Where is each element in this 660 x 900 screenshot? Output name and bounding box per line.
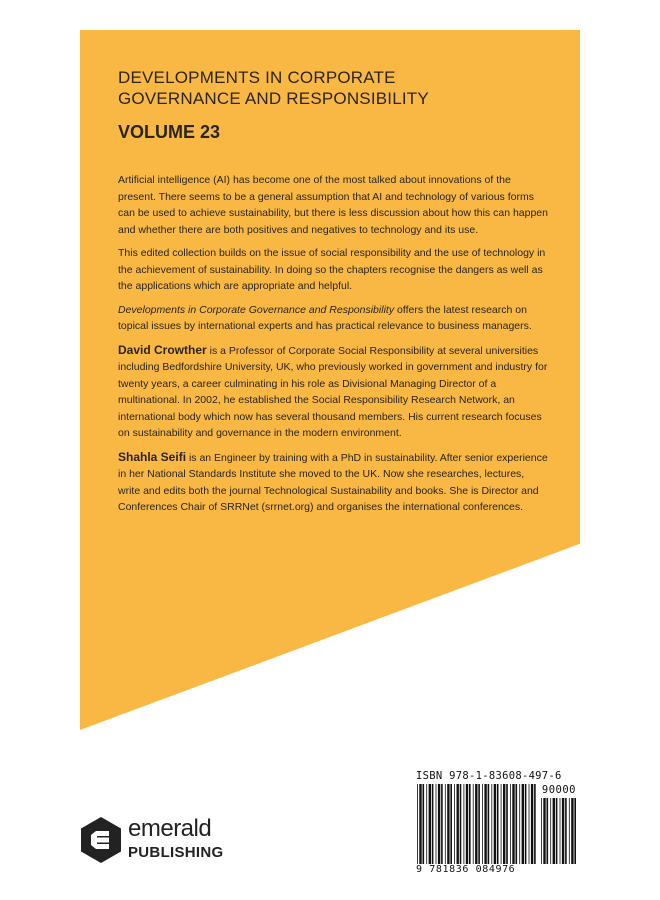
isbn-barcode [414, 768, 580, 878]
back-cover-blurb [118, 172, 548, 523]
volume-number: VOLUME 23 [118, 122, 221, 142]
series-paragraph [118, 302, 548, 335]
author-name-2: Shahla Seifi [118, 449, 187, 464]
series-title-line-2: GOVERNANCE AND RESPONSIBILITY [118, 89, 429, 108]
author-bio-2 [118, 449, 548, 516]
isbn-label: ISBN 978-1-83608-497-6 [416, 770, 562, 782]
author-bio-text-1: is a Professor of Corporate Social Responsibility at several universities including Bedfordshire University, UK, who previously worked in government and industry for twenty years, a career culminating in his role as Divisional Managing Director of a multinational. In 2002, he established the Social Responsibility Research Network, an international body which now has several thousand members. His current research focuses on sustainability and governance in the modern environment. [118, 344, 548, 439]
publisher-logo [80, 812, 240, 866]
series-name-italic: Developments in Corporate Governance and Responsibility [118, 303, 395, 316]
author-bio-1 [118, 342, 548, 442]
series-title-line-1: DEVELOPMENTS IN CORPORATE [118, 68, 396, 87]
barcode-bars [416, 784, 536, 864]
blurb-paragraph-1: Artificial intelligence (AI) has become one of the most talked about innovations of the present. There seems to be a general assumption that AI and technology of various forms can be used to achieve sustainability, but there is less discussion about how this can happen and whether there are both positives and negatives to technology and its use. [118, 174, 548, 236]
price-code: 90000 [541, 784, 576, 796]
publisher-name: emerald [128, 815, 212, 842]
blurb-paragraph-2: This edited collection builds on the issue of social responsibility and the use of technology in the achievement of sustainability. In doing so the chapters recognise the dangers as well as the applications which are appropriate and helpful. [118, 247, 546, 292]
author-bio-text-2: is an Engineer by training with a PhD in sustainability. After senior experience in her National Standards Institute she moved to the UK. Now she researches, lectures, write and edits both the journal Technological Sustainability and books. She is Director and Conferences Chair of SRRNet (srrnet.org) and organises the international conferences. [118, 451, 548, 513]
series-paragraph-text: offers the latest research on topical issues by international experts and has practical relevance to business managers. [118, 303, 532, 332]
publisher-sub: PUBLISHING [128, 844, 224, 861]
emerald-logo-mark-icon [80, 816, 122, 864]
author-name-1: David Crowther [118, 342, 207, 357]
barcode-addon-bars [540, 798, 578, 864]
barcode-digits: 9 781836 084976 [416, 864, 516, 875]
series-title [118, 67, 558, 109]
